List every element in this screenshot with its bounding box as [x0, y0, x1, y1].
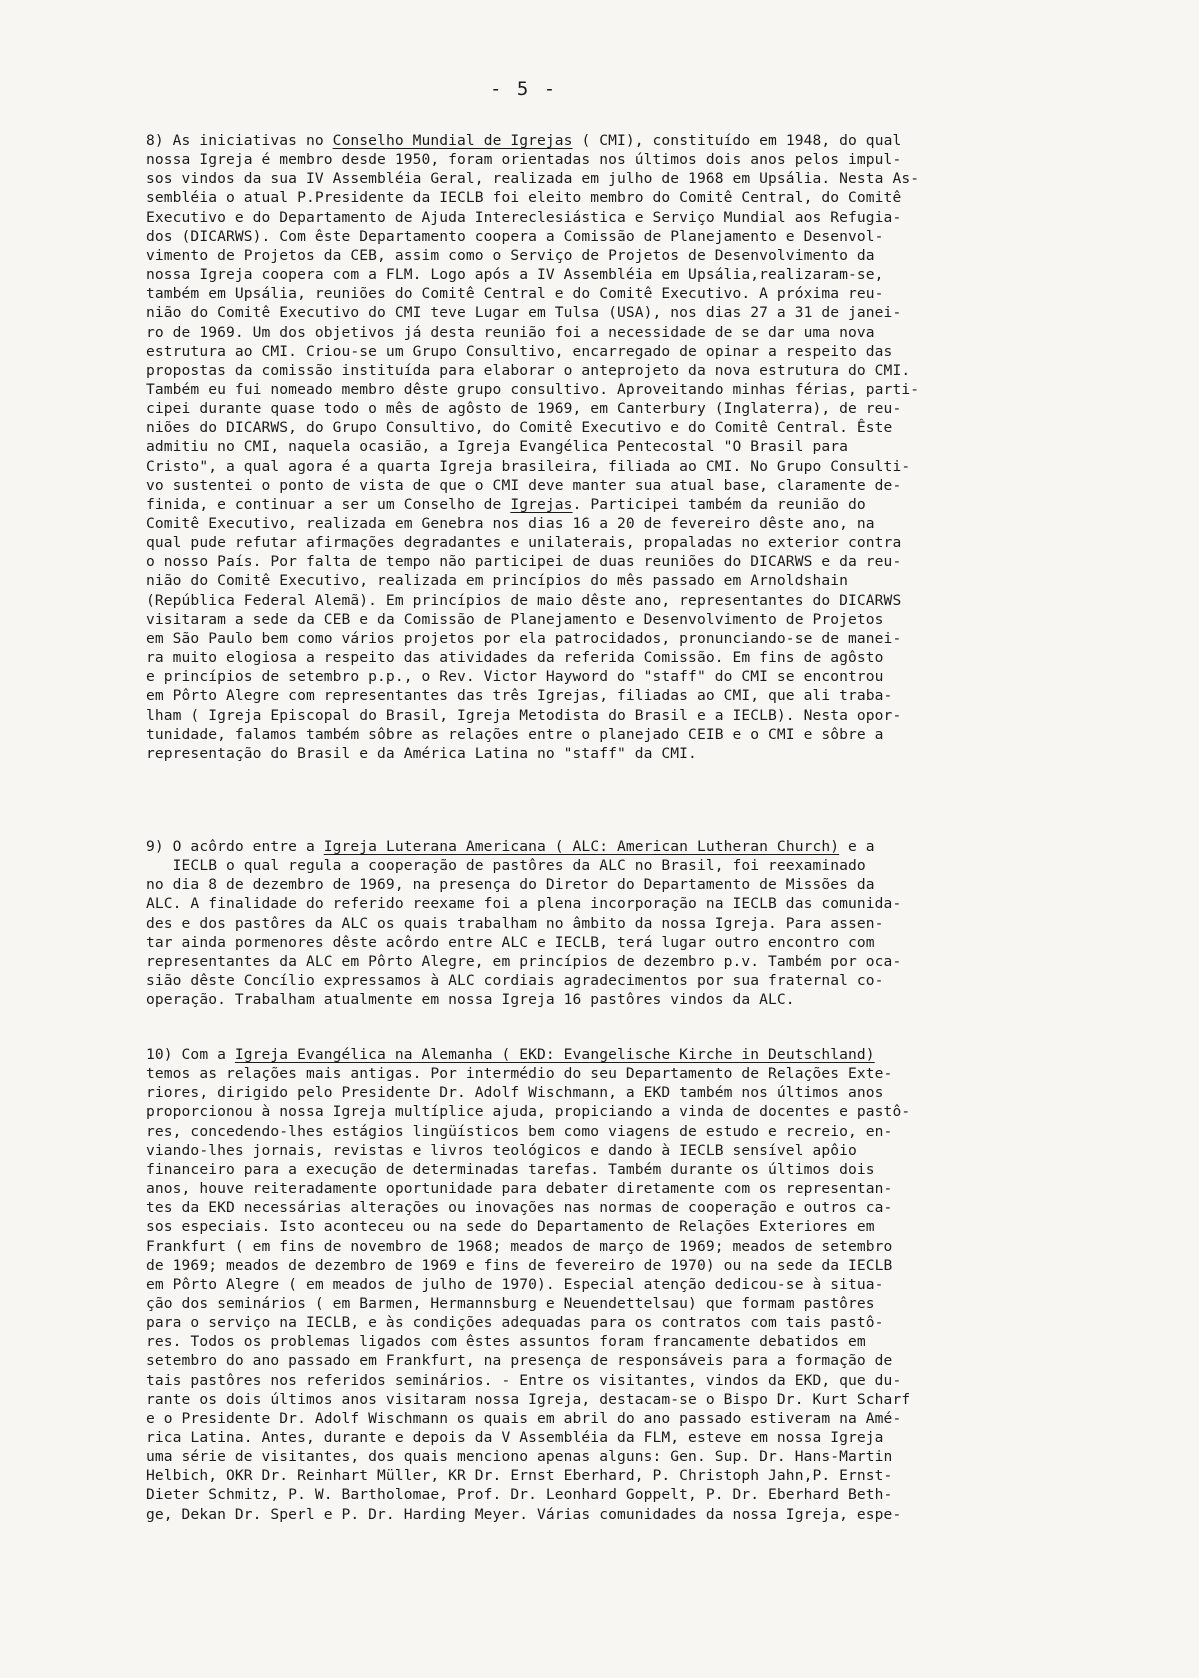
text-run: tais pastôres nos referidos seminários. - Entre os visitantes, vindos da EKD, que du- — [146, 1371, 902, 1389]
text-line — [146, 438, 848, 456]
text-line — [146, 324, 875, 342]
text-line — [146, 1391, 910, 1409]
text-run: em São Paulo bem como vários projetos por ela patrocidados, pronunciando-se de manei- — [146, 629, 902, 647]
text-run: lham ( Igreja Episcopal do Brasil, Igreja Metodista do Brasil e a IECLB). Nesta opor- — [146, 706, 902, 724]
text-run: e o Presidente Dr. Adolf Wischmann os quais em abril do ano passado estiveram na Amé- — [146, 1409, 902, 1427]
text-run: riores, dirigido pelo Presidente Dr. Adolf Wischmann, a EKD também nos últimos anos — [146, 1084, 884, 1102]
text-run: para o serviço na IECLB, e às condições adequadas para os contratos com tais pastô- — [146, 1314, 884, 1332]
text-line — [146, 189, 901, 207]
text-run: des e dos pastôres da ALC os quais trabalham no âmbito da nossa Igreja. Para assen- — [146, 914, 884, 932]
text-line — [146, 228, 884, 246]
text-run: rica Latina. Antes, durante e depois da V Assembléia da FLM, esteve em nossa Igreja — [146, 1429, 884, 1446]
text-line — [146, 1448, 892, 1466]
text-line — [146, 400, 901, 418]
text-line — [146, 1046, 875, 1064]
text-run: representação do Brasil e da América Latina no "staff" da CMI. — [146, 744, 697, 762]
text-run: ( CMI), constituído em 1948, do qual — [572, 132, 902, 149]
text-run: ge, Dekan Dr. Sperl e P. Dr. Harding Meyer. Várias comunidades da nossa Igreja, espe- — [146, 1505, 902, 1523]
text-line — [146, 1238, 892, 1256]
text-run: 10) Com a — [146, 1046, 235, 1063]
text-line — [146, 534, 901, 552]
text-line — [146, 972, 884, 990]
text-run: sião dêste Concílio expressamos à ALC cordiais agradecimentos por sua fraternal co- — [146, 972, 884, 990]
text-run: admitiu no CMI, naquela ocasião, a Igreja Evangélica Pentecostal "O Brasil para — [146, 438, 849, 456]
text-line — [146, 285, 884, 303]
text-line — [146, 419, 892, 437]
text-line — [146, 1180, 892, 1198]
text-line — [146, 611, 884, 629]
text-line — [146, 1333, 866, 1351]
text-run: Comitê Executivo, realizada em Genebra nos dias 16 a 20 de fevereiro dêste ano, na — [146, 515, 875, 532]
text-line — [146, 726, 884, 744]
text-run: res, concedendo-lhes estágios lingüísticos bem como viagens de estudo e recreio, en- — [146, 1122, 893, 1140]
text-run: e a — [839, 838, 875, 855]
text-line — [146, 458, 910, 476]
text-run: também em Upsália, reuniões do Comitê Central e do Comitê Executivo. A próxima reu- — [146, 285, 884, 303]
text-line — [146, 668, 884, 686]
text-run: operação. Trabalham atualmente em nossa Igreja 16 pastôres vindos da ALC. — [146, 991, 795, 1009]
text-line — [146, 132, 901, 150]
text-run: Também eu fui nomeado membro dêste grupo consultivo. Aproveitando minhas férias, parti- — [146, 380, 920, 398]
text-run: representantes da ALC em Pôrto Alegre, em princípios de dezembro p.v. Também por oca- — [146, 952, 902, 970]
text-line — [146, 745, 697, 763]
text-run: nossa Igreja coopera com a FLM. Logo após a IV Assembléia em Upsália,realizaram-se, — [146, 266, 884, 284]
text-run: o nosso País. Por falta de tempo não participei de duas reuniões do DICARWS e da reu- — [146, 553, 902, 571]
text-run: qual pude refutar afirmações degradantes e unilaterais, propaladas no exterior contra — [146, 534, 902, 552]
text-line — [146, 381, 919, 399]
text-run: setembro do ano passado em Frankfurt, na presença de responsáveis para a formação de — [146, 1352, 893, 1370]
text-run: nião do Comitê Executivo, realizada em princípios do mês passado em Arnoldshain — [146, 572, 849, 590]
text-run: no dia 8 de dezembro de 1969, na presença do Diretor do Departamento de Missões da — [146, 876, 875, 894]
underlined-name: Igreja Evangélica na Alemanha ( EKD: Evangelische Kirche in Deutschland) — [234, 1046, 875, 1063]
text-run: Frankfurt ( em fins de novembro de 1968; meados de março de 1969; meados de setembro — [146, 1237, 893, 1255]
text-line — [146, 649, 884, 667]
text-line — [146, 266, 884, 284]
text-run: Dieter Schmitz, P. W. Bartholomae, Prof. Dr. Leonhard Goppelt, P. Dr. Eberhard Beth- — [146, 1486, 893, 1504]
text-line — [146, 953, 901, 971]
text-run: em Pôrto Alegre ( em meados de julho de 1970). Especial atenção dedicou-se à situa- — [146, 1275, 884, 1293]
text-run: estrutura ao CMI. Criou-se um Grupo Consultivo, encarregado de opinar a respeito das — [146, 342, 893, 360]
text-line — [146, 477, 901, 495]
text-run: (República Federal Alemã). Em princípios de maio dêste ano, representantes do DICARWS — [146, 591, 902, 609]
text-line — [146, 496, 866, 514]
text-run: uma série de visitantes, dos quais menciono apenas alguns: Gen. Sup. Dr. Hans-Martin — [146, 1448, 893, 1466]
text-line — [146, 1084, 884, 1102]
text-run: sos especiais. Isto aconteceu ou na sede do Departamento de Relações Exteriores em — [146, 1218, 875, 1236]
text-run: temos as relações mais antigas. Por intermédio do seu Departamento de Relações Exte- — [146, 1065, 893, 1083]
text-run: sos vindos da sua IV Assembléia Geral, realizada em julho de 1968 em Upsália. Nesta As- — [146, 170, 920, 188]
text-line — [146, 247, 875, 265]
text-run: tar ainda pormenores dêste acôrdo entre ALC e IECLB, terá lugar outro encontro com — [146, 933, 875, 951]
text-run: 8) As iniciativas no — [146, 132, 333, 149]
text-run: ro de 1969. Um dos objetivos já desta reunião foi a necessidade de se dar uma nova — [146, 323, 875, 341]
text-line — [146, 1161, 875, 1179]
text-line — [146, 1372, 901, 1390]
text-run: e princípios de setembro p.p., o Rev. Victor Hayword do "staff" do CMI se encontrou — [146, 668, 884, 686]
text-line — [146, 1506, 901, 1524]
text-run: Cristo", a qual agora é a quarta Igreja brasileira, filiada ao CMI. No Grupo Consulti- — [146, 457, 911, 475]
text-line — [146, 1352, 892, 1370]
text-line — [146, 707, 901, 725]
text-line — [146, 1142, 857, 1160]
text-line — [146, 915, 884, 933]
text-line — [146, 934, 875, 952]
text-line — [146, 1065, 892, 1083]
text-run: de 1969; meados de dezembro de 1969 e fins de fevereiro de 1970) ou na sede da IECLB — [146, 1256, 893, 1274]
text-run: nossa Igreja é membro desde 1950, foram orientadas nos últimos dois anos pelos impul- — [146, 151, 902, 169]
text-line — [146, 991, 795, 1009]
text-run: sembléia o atual P.Presidente da IECLB foi eleito membro do Comitê Central, do Comitê — [146, 189, 902, 207]
text-run: ALC. A finalidade do referido reexame foi a plena incorporação na IECLB das comunida- — [146, 895, 902, 913]
text-run: ção dos seminários ( em Barmen, Hermannsburg e Neuendettelsau) que formam pastôres — [146, 1294, 875, 1312]
text-run: propostas da comissão instituída para elaborar o anteprojeto da nova estrutura do CMI. — [146, 361, 911, 379]
text-run: finida, e continuar a ser um Conselho de — [146, 495, 511, 513]
text-run: viando-lhes jornais, revistas e livros teológicos e dando à IECLB sensível apôio — [146, 1141, 857, 1159]
text-run: niões do DICARWS, do Grupo Consultivo, do Comitê Executivo e do Comitê Central. Êste — [146, 419, 893, 437]
text-run: 9) O acôrdo entre a — [146, 838, 324, 855]
text-run: vimento de Projetos da CEB, assim como o Serviço de Projetos de Desenvolvimento da — [146, 246, 875, 264]
text-line — [146, 876, 875, 894]
text-line — [146, 362, 910, 380]
text-line — [146, 209, 901, 227]
text-line — [146, 553, 901, 571]
text-run: financeiro para a execução de determinadas tarefas. Também durante os últimos dois — [146, 1160, 875, 1178]
text-line — [146, 592, 901, 610]
text-run: res. Todos os problemas ligados com êstes assuntos foram francamente debatidos em — [146, 1333, 866, 1351]
text-run: IECLB o qual regula a cooperação de pastôres da ALC no Brasil, foi reexaminado — [146, 857, 866, 875]
text-line — [146, 1123, 892, 1141]
text-line — [146, 857, 866, 875]
text-run: cipei durante quase todo o mês de agôsto de 1969, em Canterbury (Inglaterra), de reu- — [146, 400, 902, 418]
text-line — [146, 170, 919, 188]
text-line — [146, 304, 901, 322]
underlined-name: Igreja Luterana Americana ( ALC: American Lutheran Church) — [323, 838, 840, 855]
text-line — [146, 838, 875, 856]
text-line — [146, 630, 901, 648]
text-line — [146, 895, 901, 913]
text-line — [146, 1486, 892, 1504]
text-line — [146, 1410, 901, 1428]
text-line — [146, 1199, 892, 1217]
text-run: ra muito elogiosa a respeito das atividades da referida Comissão. Em fins de agôsto — [146, 649, 884, 667]
text-run: dos (DICARWS). Com êste Departamento coopera a Comissão de Planejamento e Desenvol- — [146, 227, 884, 245]
text-run: vo sustentei o ponto de vista de que o CMI deve manter sua atual base, claramente de- — [146, 476, 902, 494]
text-run: rante os dois últimos anos visitaram nossa Igreja, destacam-se o Bispo Dr. Kurt Scharf — [146, 1390, 911, 1408]
text-run: tes da EKD necessárias alterações ou inovações nas normas de cooperação e outros ca- — [146, 1199, 893, 1217]
text-line — [146, 1467, 892, 1485]
text-line — [146, 1314, 884, 1332]
page-number: - 5 - — [490, 78, 558, 100]
text-run: proporcionou à nossa Igreja multíplice ajuda, propiciando a vinda de docentes e pastô- — [146, 1103, 911, 1121]
text-line — [146, 1257, 892, 1275]
text-line — [146, 1103, 910, 1121]
text-run: Executivo e do Departamento de Ajuda Intereclesiástica e Serviço Mundial aos Refugia- — [146, 208, 902, 226]
text-line — [146, 1295, 875, 1313]
text-line — [146, 343, 892, 361]
text-line — [146, 572, 848, 590]
text-line — [146, 151, 901, 169]
text-line — [146, 687, 892, 705]
underlined-name: Igrejas — [510, 495, 573, 513]
text-run: visitaram a sede da CEB e da Comissão de Planejamento e Desenvolvimento de Projetos — [146, 610, 884, 628]
text-run: tunidade, falamos também sôbre as relações entre o planejado CEIB e o CMI e sôbre a — [146, 725, 884, 743]
text-run: Helbich, OKR Dr. Reinhart Müller, KR Dr. Ernst Eberhard, P. Christoph Jahn,P. Ernst- — [146, 1467, 893, 1485]
text-line — [146, 1276, 884, 1294]
text-run: . Participei também da reunião do — [572, 495, 866, 513]
text-line — [146, 1429, 884, 1447]
text-run: nião do Comitê Executivo do CMI teve Lugar em Tulsa (USA), nos dias 27 a 31 de janei- — [146, 304, 902, 322]
text-line — [146, 1218, 875, 1236]
text-run: em Pôrto Alegre com representantes das três Igrejas, filiadas ao CMI, que ali traba- — [146, 687, 893, 705]
text-run: anos, houve reiteradamente oportunidade para debater diretamente com os representan- — [146, 1180, 893, 1198]
underlined-name: Conselho Mundial de Igrejas — [332, 132, 573, 149]
text-line — [146, 515, 875, 533]
